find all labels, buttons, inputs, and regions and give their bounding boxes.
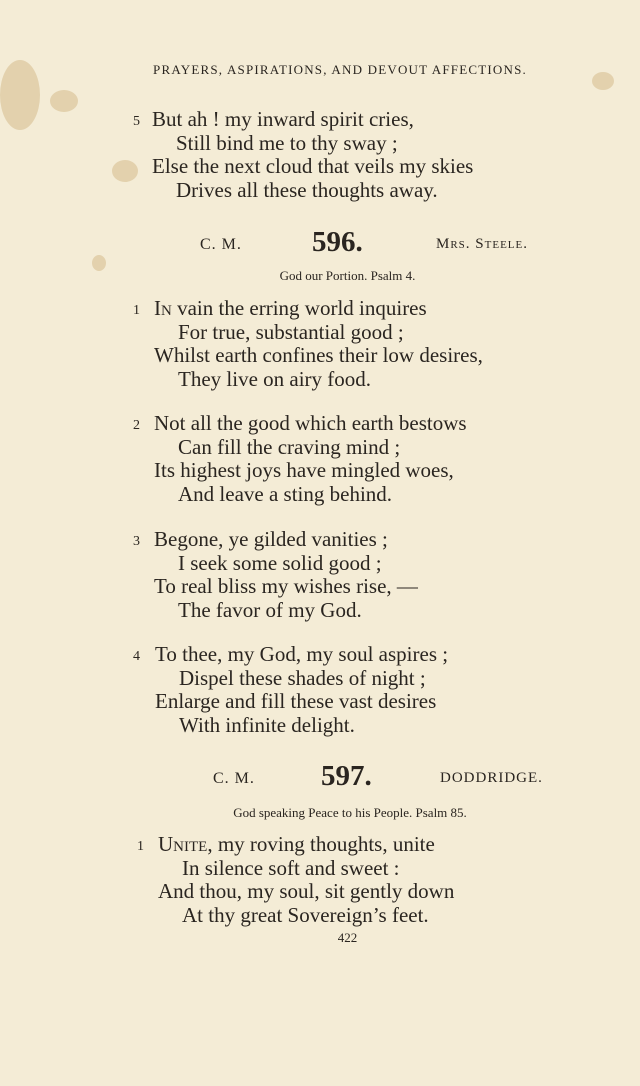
verse-line: Drives all these thoughts away. <box>176 177 438 202</box>
verse-line: And leave a sting behind. <box>178 481 393 506</box>
verse-line: Not all the good which earth bestows <box>154 411 467 435</box>
verse-first-word: In <box>154 296 172 320</box>
verse-line: To real bliss my wishes rise, — <box>154 574 418 598</box>
verse-line: They live on airy food. <box>178 366 372 391</box>
page-number: 422 <box>337 930 358 945</box>
verse-line: Begone, ye gilded vanities ; <box>154 527 388 551</box>
verse-first-word: Unite <box>158 832 208 856</box>
verse-line: vain the erring world inquires <box>171 296 427 320</box>
hymn-596-verse-3 <box>133 528 418 622</box>
foxing-stain <box>50 90 78 112</box>
verse-line: And thou, my soul, sit gently down <box>158 879 455 903</box>
verse-line: In silence soft and sweet : <box>182 855 400 880</box>
verse-line: To thee, my God, my soul aspires ; <box>155 642 449 666</box>
verse-number: 2 <box>133 418 140 433</box>
verse-line: Its highest joys have mingled woes, <box>154 458 454 482</box>
verse-line: Still bind me to thy sway ; <box>176 130 398 155</box>
verse-number: 5 <box>133 114 140 129</box>
hymn-597-verse-1 <box>137 833 454 927</box>
running-head: PRAYERS, ASPIRATIONS, AND DEVOUT AFFECTIONS. <box>153 62 527 77</box>
verse-number: 4 <box>133 649 140 664</box>
verse-line: Enlarge and fill these vast desires <box>155 689 437 713</box>
hymn-subtitle: God our Portion. Psalm 4. <box>279 268 416 283</box>
hymn-meter: C. M. <box>213 770 255 787</box>
hymn-subtitle: God speaking Peace to his People. Psalm 85. <box>233 805 467 820</box>
hymn-author: DODDRIDGE. <box>440 770 543 786</box>
verse-line: Dispel these shades of night ; <box>179 665 426 690</box>
hymn-number: 596. <box>312 226 363 258</box>
verse-line: At thy great Sovereign’s feet. <box>182 902 429 927</box>
hymn-596-verse-4 <box>133 643 448 737</box>
verse-line: For true, substantial good ; <box>178 319 404 344</box>
hymn-596-verse-1 <box>133 297 483 391</box>
verse-line: With infinite delight. <box>179 712 355 737</box>
hymn-596-verse-2 <box>133 412 467 506</box>
verse-line: But ah ! my inward spirit cries, <box>152 107 414 131</box>
hymn-meter: C. M. <box>200 236 242 253</box>
verse-number: 1 <box>133 303 140 318</box>
hymn-author: Mrs. Steele. <box>436 236 528 252</box>
verse-number: 1 <box>137 839 144 854</box>
verse-line: I seek some solid good ; <box>178 550 382 575</box>
verse-number: 3 <box>133 534 140 549</box>
verse-5-continued <box>133 108 473 202</box>
verse-line: Can fill the craving mind ; <box>178 434 401 459</box>
verse-line: , my roving thoughts, unite <box>207 832 435 856</box>
hymn-number: 597. <box>321 760 372 792</box>
verse-line: Else the next cloud that veils my skies <box>152 154 474 178</box>
verse-line: Whilst earth confines their low desires, <box>154 343 483 367</box>
verse-line: The favor of my God. <box>178 597 362 622</box>
